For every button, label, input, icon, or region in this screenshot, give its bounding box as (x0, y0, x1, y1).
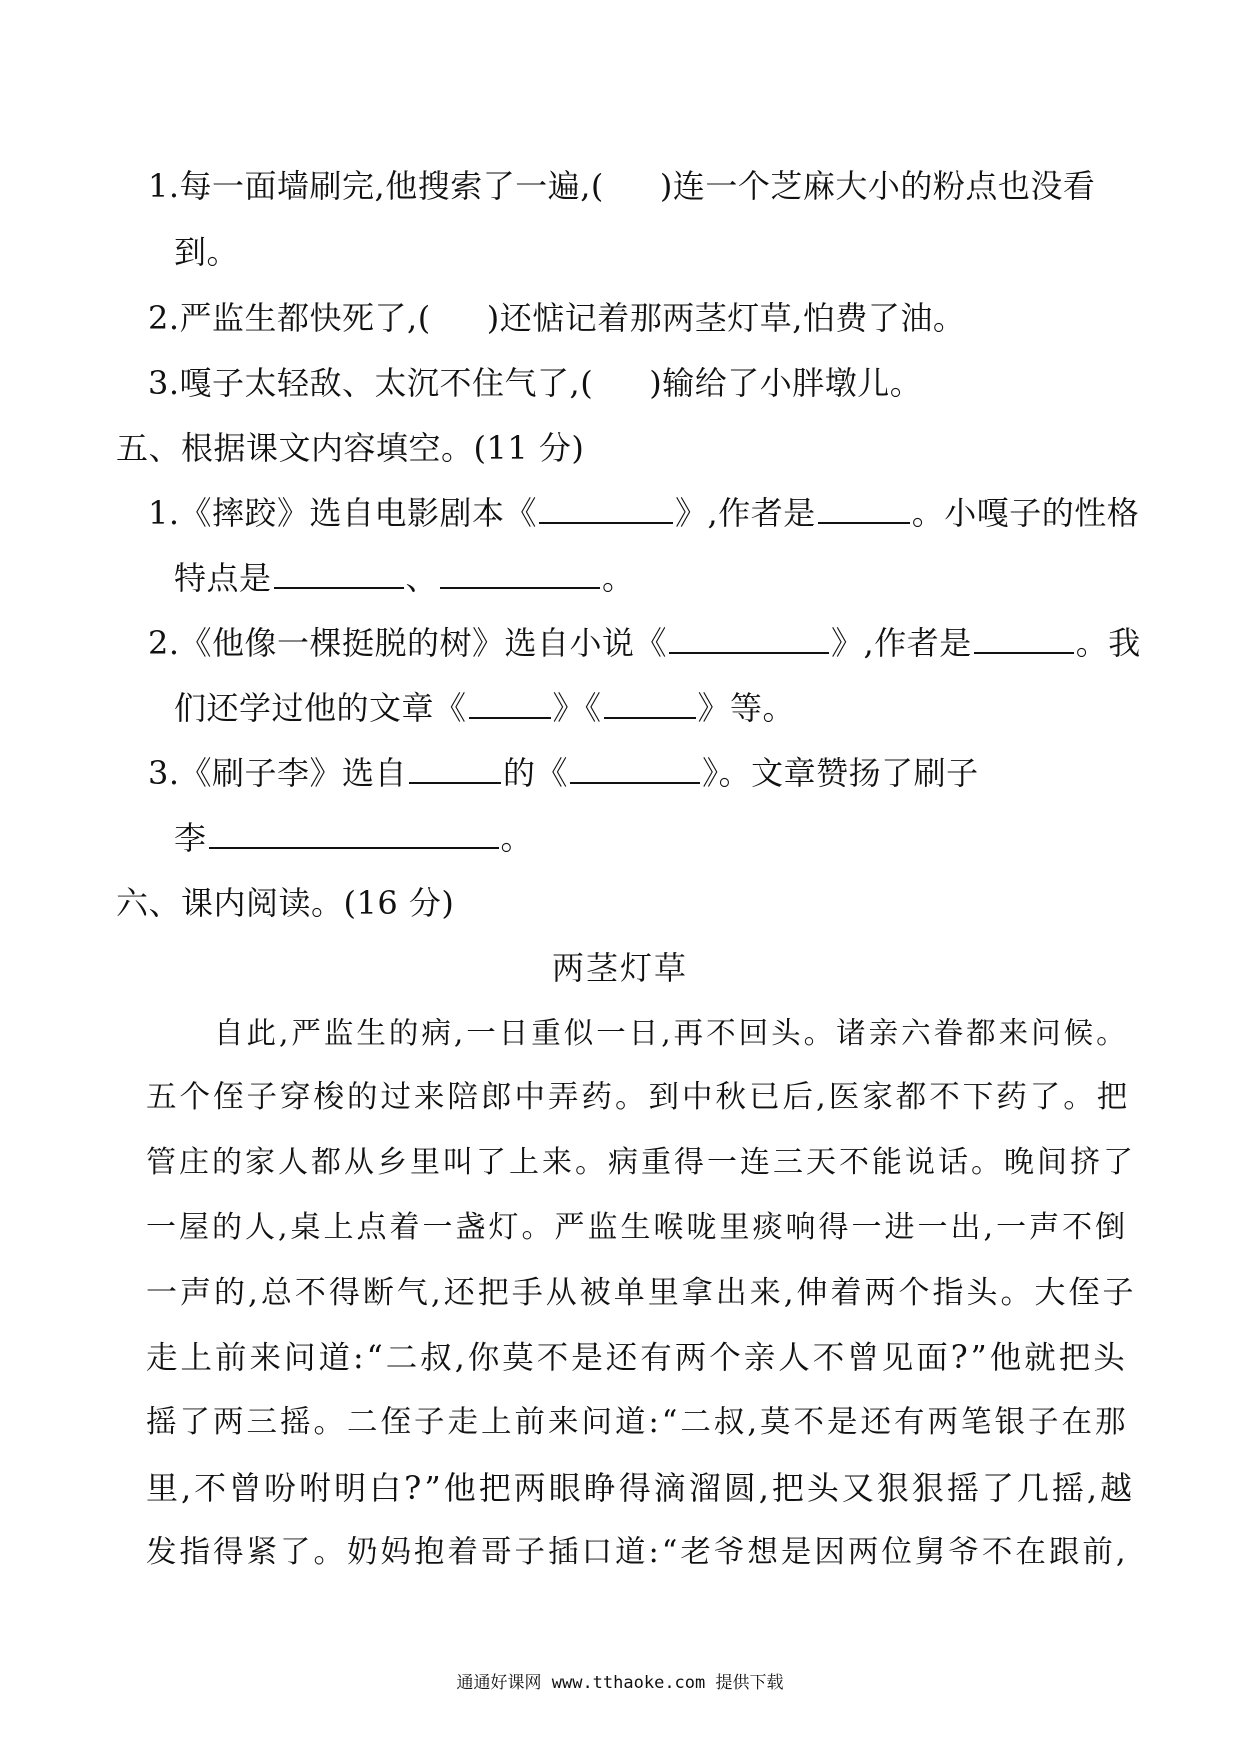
s5-q1-text-f: 。 (602, 559, 635, 597)
s5-q1-text-d: 特点是 (174, 559, 272, 597)
s5-q3-blank-work[interactable] (570, 754, 700, 784)
s5-q2-blank-author[interactable] (974, 624, 1074, 654)
s5-q3-text-b: 的《 (503, 754, 569, 792)
s6-heading: 六、课内阅读。(16 分) (116, 884, 455, 922)
passage-line: 一声的,总不得断气,还把手从被单里拿出来,伸着两个指头。大侄子 (146, 1275, 1137, 1311)
passage-line: 一屋的人,桌上点着一盏灯。严监生喉咙里痰响得一进一出,一声不倒 (146, 1210, 1129, 1245)
s4-q1-text-a: 1.每一面墙刷完,他搜索了一遍,( (148, 167, 604, 205)
s5-q3-text-d: 李 (174, 819, 207, 857)
s5-heading: 五、根据课文内容填空。(11 分) (116, 429, 585, 467)
s5-q2-blank-novel[interactable] (669, 624, 829, 654)
s4-q3-line (148, 363, 922, 403)
s5-q2-text-f: 》等。 (697, 689, 796, 727)
s5-q2-text-d: 们还学过他的文章《 (174, 689, 467, 727)
s5-q3-text-e: 。 (500, 819, 534, 857)
s5-q1-blank-trait2[interactable] (440, 559, 600, 589)
passage-line: 走上前来问道:“二叔,你莫不是还有两个亲人不曾见面?”他就把头 (146, 1340, 1128, 1376)
s5-q1-line2 (174, 558, 635, 598)
s5-q1-text-b: 》,作者是 (675, 494, 816, 532)
s5-q1-text-a: 1.《摔跤》选自电影剧本《 (148, 494, 538, 532)
passage-line: 发指得紧了。奶妈抱着哥子插口道:“老爷想是因两位舅爷不在跟前, (146, 1535, 1129, 1570)
passage-line: 摇了两三摇。二侄子走上前来问道:“二叔,莫不是还有两笔银子在那 (146, 1405, 1129, 1440)
s5-q2-text-a: 2.《他像一棵挺脱的树》选自小说《 (148, 624, 668, 662)
s4-q1-line1 (148, 166, 1095, 206)
passage-line: 自此,严监生的病,一日重似一日,再不回头。诸亲六眷都来问候。 (214, 1016, 1129, 1050)
passage-line: 五个侄子穿梭的过来陪郎中弄药。到中秋已后,医家都不下药了。把 (146, 1080, 1131, 1115)
s4-q1-line2 (174, 232, 239, 272)
passage-line: 里,不曾吩咐明白?”他把两眼睁得滴溜圆,把头又狠狠摇了几摇,越 (146, 1469, 1136, 1507)
s5-q2-blank-article2[interactable] (604, 689, 696, 719)
s5-q2-blank-article1[interactable] (469, 689, 551, 719)
s4-q1-text-b: )连一个芝麻大小的粉点也没看 (659, 167, 1096, 205)
passage-line: 管庄的家人都从乡里叫了上来。病重得一连三天不能说话。晚间挤了 (146, 1145, 1136, 1180)
s5-q3-blank-author[interactable] (409, 754, 501, 784)
s5-q1-text-e: 、 (405, 559, 439, 597)
s5-q3-text-c: 》。文章赞扬了刷子 (702, 754, 979, 792)
passage-title: 两茎灯草 (551, 949, 688, 987)
s5-q2-text-e: 》《 (552, 689, 602, 727)
s5-q2-text-c: 。我 (1075, 624, 1141, 662)
s5-q2-line1 (148, 623, 1141, 663)
s5-q3-line2 (174, 818, 533, 858)
s5-q1-blank-author[interactable] (818, 494, 910, 524)
s5-q1-line1 (148, 493, 1139, 533)
s5-q1-blank-script[interactable] (539, 494, 673, 524)
s4-q3-text-b: )输给了小胖墩儿。 (649, 364, 923, 402)
s5-q1-blank-trait1[interactable] (274, 559, 404, 589)
s5-q3-text-a: 3.《刷子李》选自 (148, 754, 408, 792)
s4-q1-text-c: 到。 (174, 233, 240, 271)
s5-q1-text-c: 。小嘎子的性格 (911, 494, 1140, 532)
s5-q2-text-b: 》,作者是 (831, 624, 972, 662)
s4-q2-line (148, 298, 965, 338)
s5-q3-line1 (148, 753, 979, 793)
s4-q2-text-a: 2.严监生都快死了,( (148, 299, 431, 337)
footer-watermark: 通通好课网 www.tthaoke.com 提供下载 (456, 1673, 784, 1693)
s4-q3-text-a: 3.嘎子太轻敌、太沉不住气了,( (148, 364, 594, 402)
s5-q3-blank-quality[interactable] (209, 819, 499, 849)
s4-q2-text-b: )还惦记着那两茎灯草,怕费了油。 (486, 299, 966, 337)
s5-q2-line2 (174, 688, 795, 728)
